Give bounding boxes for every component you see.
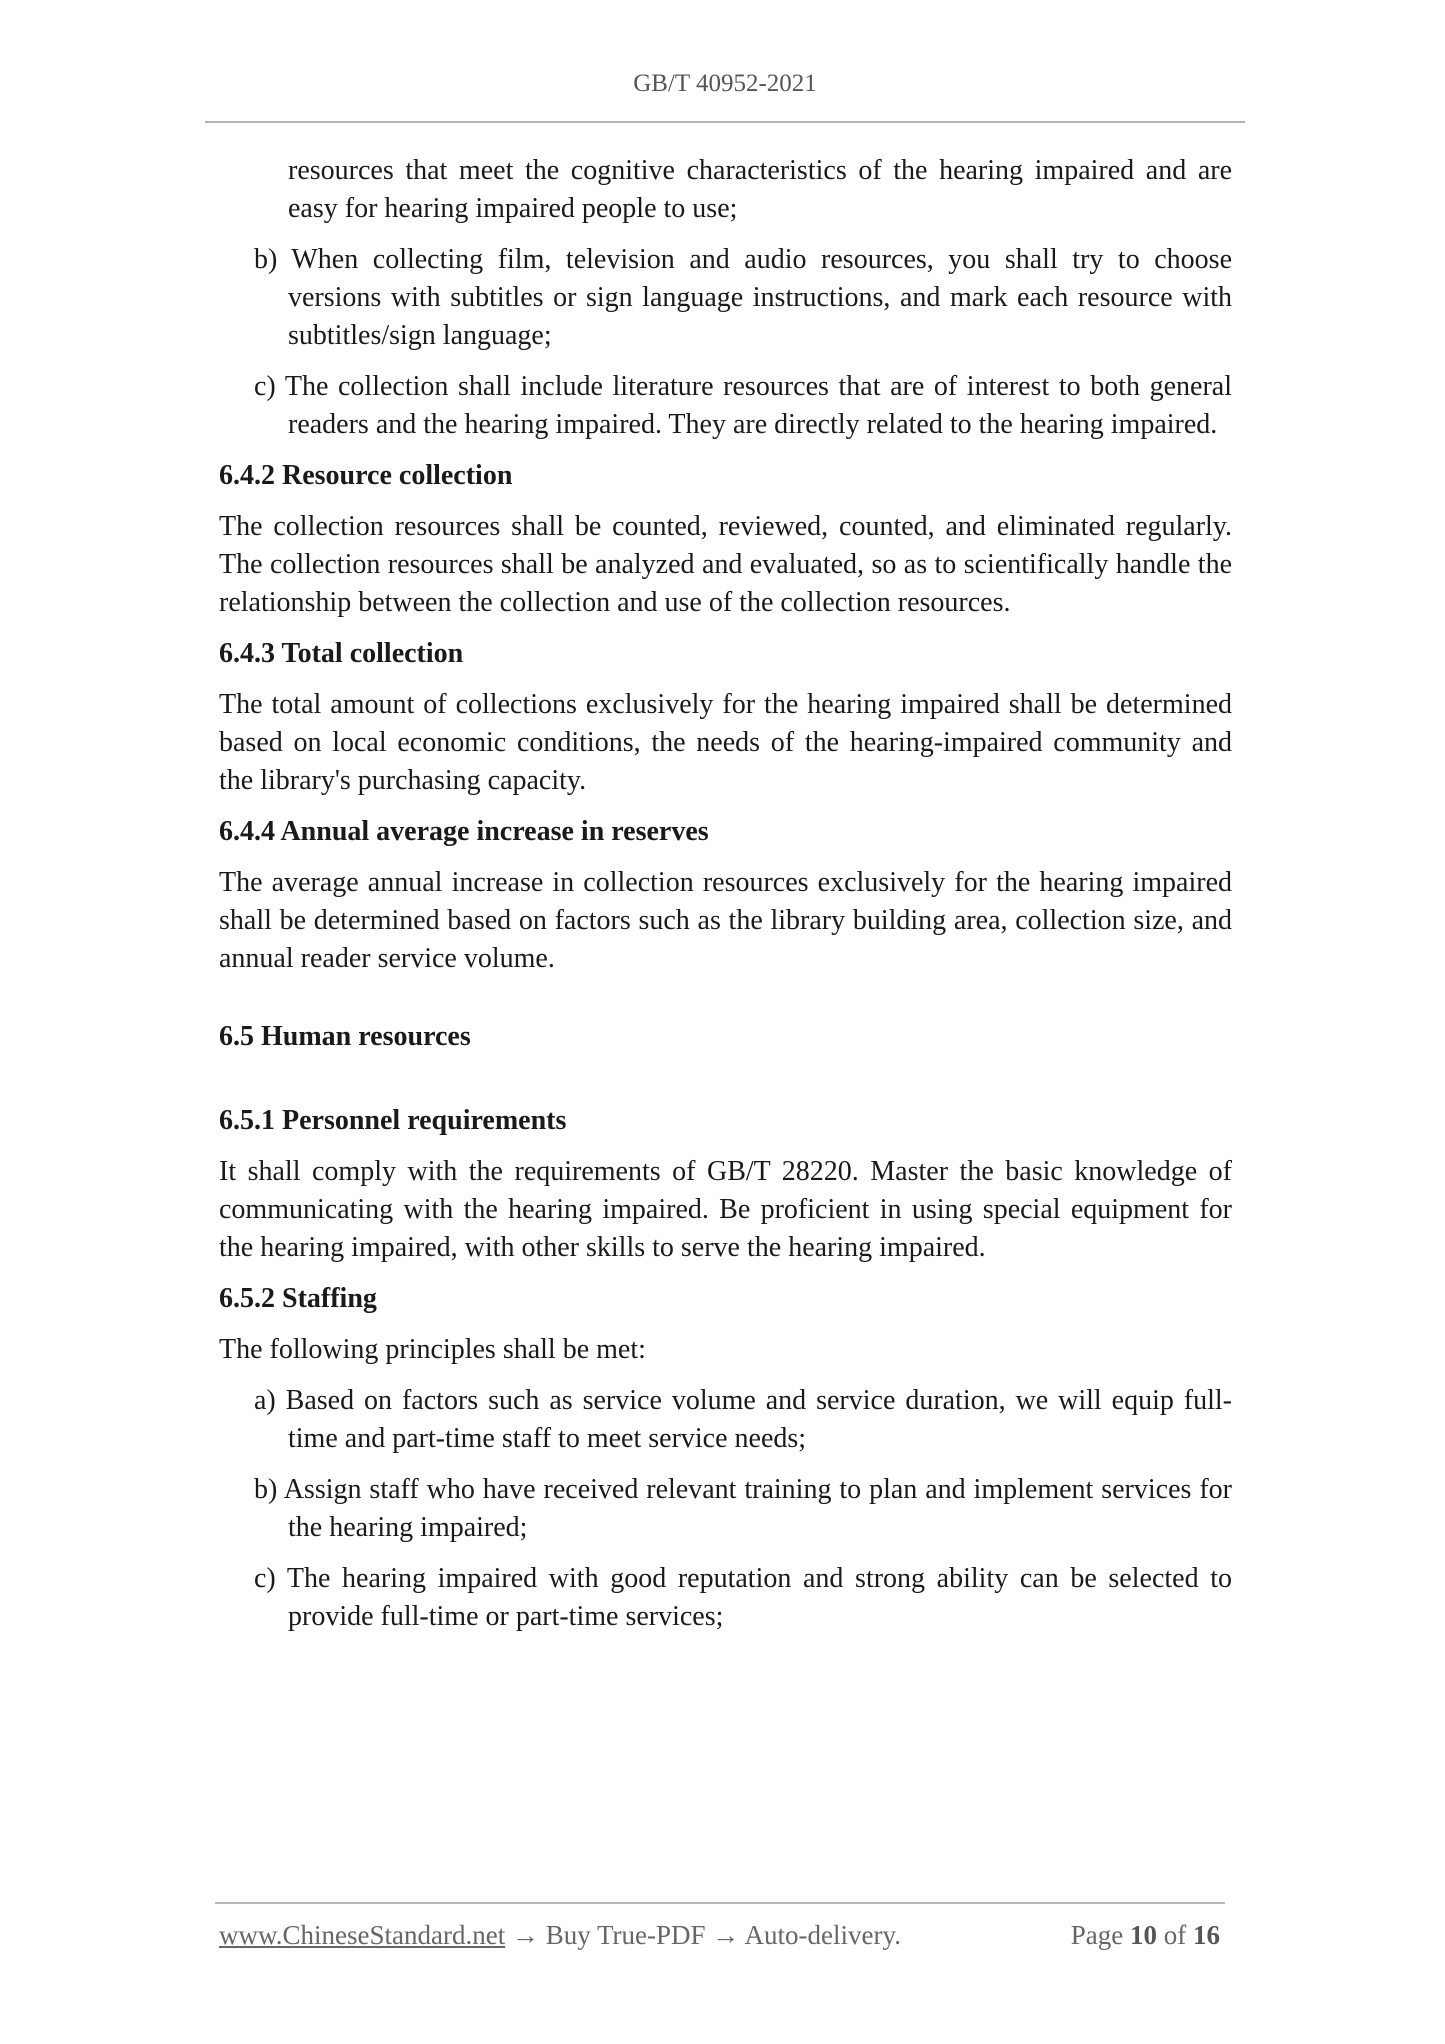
footer-divider (215, 1902, 1225, 1904)
arrow-right-icon: → (511, 1920, 539, 1950)
section-heading-6-5: 6.5 Human resources (219, 1021, 471, 1052)
buy-true-pdf-text: Buy True-PDF (545, 1920, 706, 1950)
arrow-right-icon: → (712, 1920, 740, 1950)
section-heading-6-5-2: 6.5.2 Staffing (219, 1283, 377, 1314)
section-heading-6-5-1: 6.5.1 Personnel requirements (219, 1105, 567, 1136)
section-heading-6-4-3: 6.4.3 Total collection (219, 638, 464, 669)
list-item-b: b) Assign staff who have received relevant training to plan and implement services for the hearing impaired; (254, 1474, 1232, 1543)
paragraph-6-4-3: The total amount of collections exclusively for the hearing impaired shall be determined based on local economic conditions, the needs of the hearing-impaired community and the library's purchasing capacity. (219, 689, 1232, 796)
list-item-continuation: resources that meet the cognitive characteristics of the hearing impaired and are easy for hearing impaired people to use; (288, 155, 1232, 224)
page-header-title: GB/T 40952-2021 (633, 70, 817, 97)
website-link[interactable]: www.ChineseStandard.net (219, 1920, 506, 1950)
paragraph-6-5-2: The following principles shall be met: (219, 1334, 646, 1365)
of-label: of (1163, 1920, 1187, 1950)
page-label: Page (1070, 1920, 1124, 1950)
document-body (219, 152, 1232, 1636)
paragraph-6-5-1: It shall comply with the requirements of GB/T 28220. Master the basic knowledge of communicating with the hearing impaired. Be proficient in using special equipment for the hearing impaired, with other skills to serve the hearing impaired. (219, 1156, 1232, 1263)
list-item-c: c) The collection shall include literature resources that are of interest to both general readers and the hearing impaired. They are directly related to the hearing impaired. (254, 371, 1232, 440)
auto-delivery-text: Auto-delivery. (744, 1920, 901, 1950)
paragraph-6-4-4: The average annual increase in collection resources exclusively for the hearing impaired shall be determined based on factors such as the library building area, collection size, and annual reader service volume. (219, 867, 1232, 974)
paragraph-6-4-2: The collection resources shall be counted, reviewed, counted, and eliminated regularly. The collection resources shall be analyzed and evaluated, so as to scientifically handle the relationship between the collection and use of the collection resources. (219, 511, 1232, 618)
total-page-count: 16 (1193, 1920, 1220, 1950)
header-divider (205, 121, 1245, 123)
section-heading-6-4-4: 6.4.4 Annual average increase in reserves (219, 816, 709, 847)
list-item-a: a) Based on factors such as service volume and service duration, we will equip full-time and part-time staff to meet service needs; (254, 1385, 1232, 1454)
list-item-b: b) When collecting film, television and audio resources, you shall try to choose versions with subtitles or sign language instructions, and mark each resource with subtitles/sign language; (254, 244, 1232, 351)
current-page-number: 10 (1130, 1920, 1157, 1950)
list-item-c: c) The hearing impaired with good reputation and strong ability can be selected to provide full-time or part-time services; (254, 1563, 1232, 1632)
section-heading-6-4-2: 6.4.2 Resource collection (219, 460, 513, 491)
